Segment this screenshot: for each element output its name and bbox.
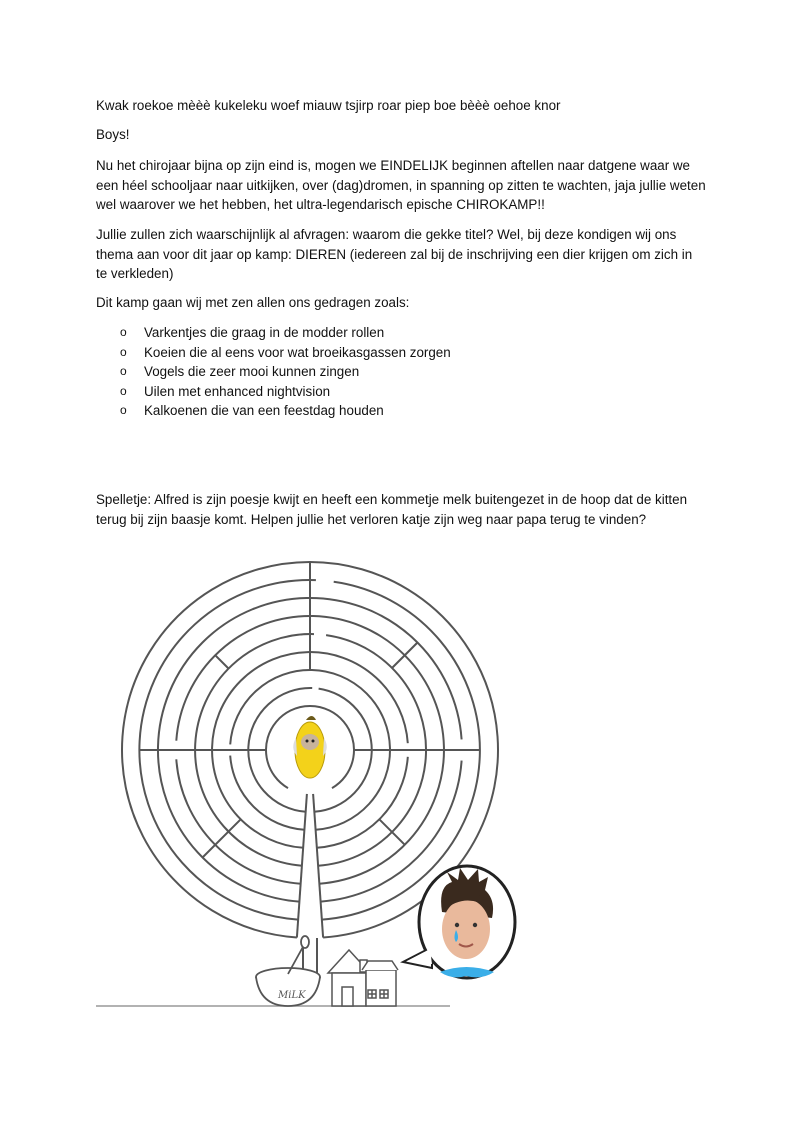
animal-list xyxy=(120,323,680,421)
bullet-icon: o xyxy=(120,403,127,417)
list-item-text: Uilen met enhanced nightvision xyxy=(144,383,331,399)
game-instructions: Spelletje: Alfred is zijn poesje kwijt en heeft een kommetje melk buitengezet in de hoop dat de kitten terug bij zijn baasje komt. Helpen jullie het verloren katje zijn weg naar papa terug te vinden? xyxy=(96,492,688,527)
list-item xyxy=(120,382,680,402)
maze-svg xyxy=(96,540,520,1020)
paragraph-theme: Jullie zullen zich waarschijnlijk al afvragen: waarom die gekke titel? Wel, bij deze kondigen wij ons thema aan voor dit jaar op kamp: DIEREN (iedereen zal bij de inschrijving een dier krijgen om zich in te verkleden) xyxy=(96,227,693,281)
greeting: Boys! xyxy=(96,127,130,142)
maze-illustration xyxy=(96,540,520,1020)
banana-cat-image xyxy=(293,716,327,778)
list-item-text: Kalkoenen die van een feestdag houden xyxy=(144,403,384,418)
paragraph-announcement: Nu het chirojaar bijna op zijn eind is, mogen we EINDELIJK beginnen aftellen naar datgene waar we een héel schooljaar naar uitkijken, over (dag)dromen, in spanning op zitten te wachten, jaja jullie weten wel waarover we het hebben, het ultra-legendarisch epische CHIROKAMP!! xyxy=(96,158,706,212)
maze-wall xyxy=(215,655,228,668)
list-item xyxy=(120,362,680,382)
bullet-icon: o xyxy=(120,325,127,339)
list-item xyxy=(120,323,680,343)
bullet-icon: o xyxy=(120,364,127,378)
bowl-label: MiLK xyxy=(278,990,306,1001)
list-item-text: Vogels die zeer mooi kunnen zingen xyxy=(144,364,360,379)
intro-line: Kwak roekoe mèèè kukeleku woef miauw tsjirp roar piep boe bèèè oehoe knor xyxy=(96,98,561,113)
bullet-icon: o xyxy=(120,344,127,359)
house-icon xyxy=(328,950,398,1006)
list-intro: Dit kamp gaan wij met zen allen ons gedragen zoals: xyxy=(96,295,410,310)
list-item-text: Varkentjes die graag in de modder rollen xyxy=(144,325,385,340)
bullet-icon: o xyxy=(120,383,127,398)
list-item xyxy=(120,343,680,363)
list-item xyxy=(120,401,680,421)
list-item-text: Koeien die al eens voor wat broeikasgassen zorgen xyxy=(144,344,451,360)
